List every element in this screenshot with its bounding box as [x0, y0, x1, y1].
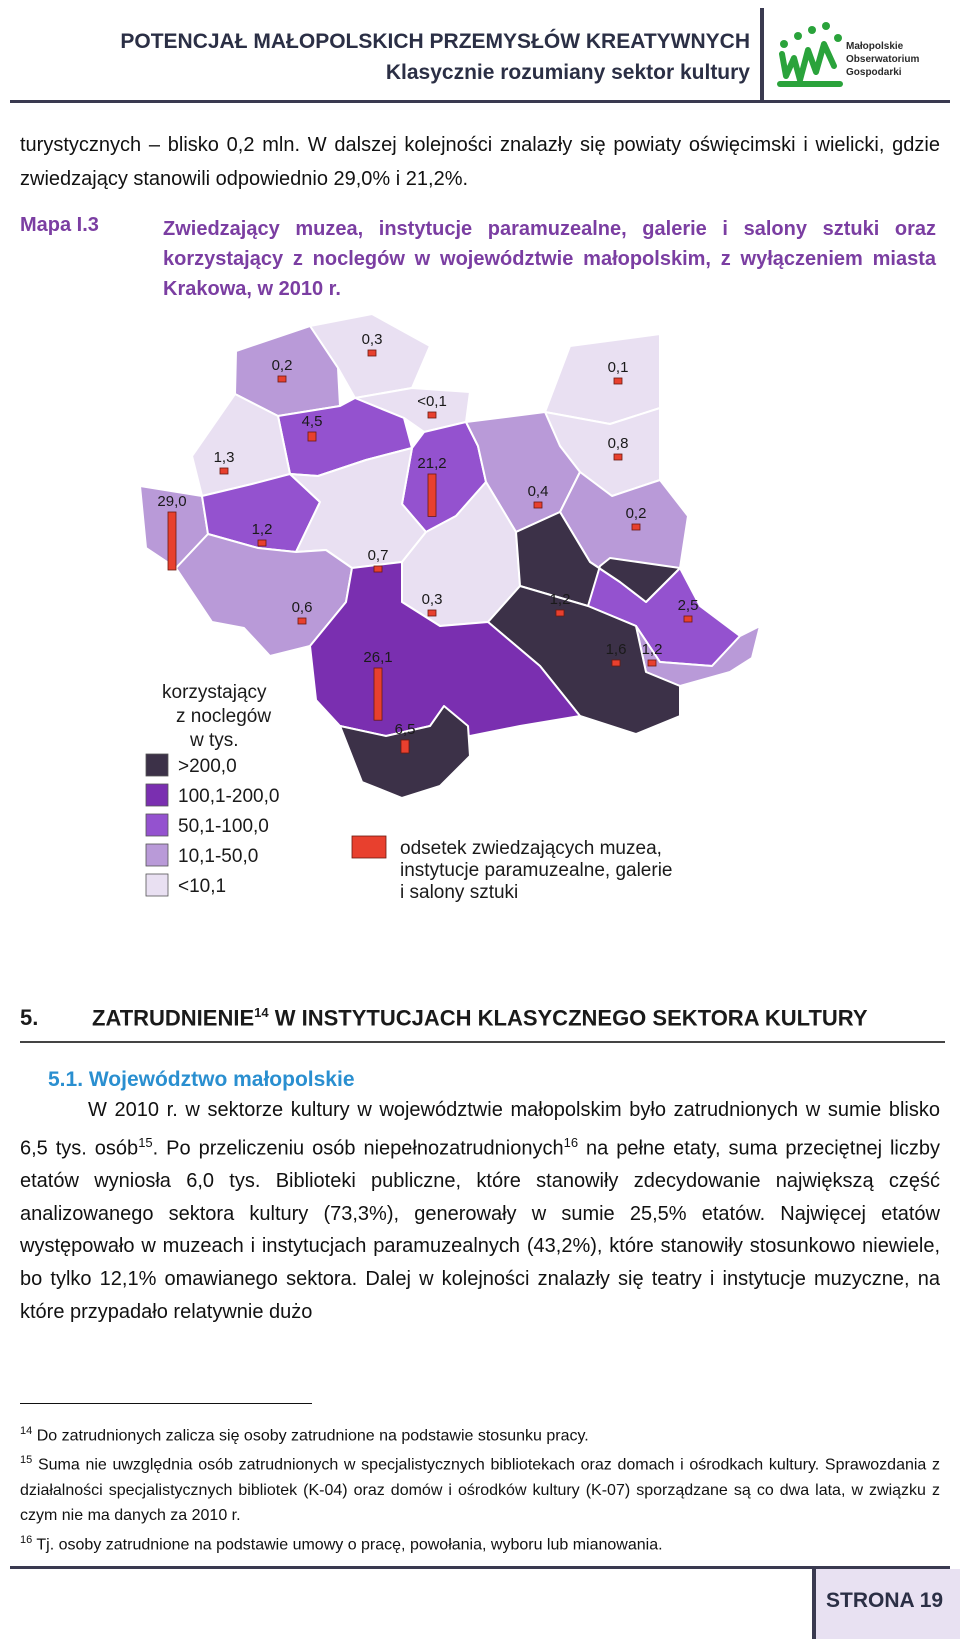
main-paragraph — [20, 1094, 940, 1329]
footnote-ref-15[interactable]: 15 — [138, 1134, 153, 1150]
main-paragraph-part3: na pełne etaty, suma przeciętnej liczby etatów wyniosła 6,0 tys. Biblioteki publiczne, które stanowiły zdecydowanie największą część analizowanego sektora kultury (73,3%), generowały w sumie 25,5% etatów. Najwięcej etatów występowało w muzeach i instytucjach paramuzealnych (43,2%), które stanowiły stosunkowo niewiele, bo tylko 12,1% omawianego sektora. Dalej w kolejności znalazły się teatry i instytucje muzyczne, na które przypadało relatywnie dużo — [20, 1137, 940, 1323]
header-title-line1: POTENCJAŁ MAŁOPOLSKICH PRZEMYSŁÓW KREATYWNYCH — [120, 30, 750, 53]
map-caption-label: Mapa I.3 — [20, 214, 99, 236]
footnote-text: Tj. osoby zatrudnione na podstawie umowy o pracę, powołania, wyboru lub mianowania. — [36, 1535, 663, 1553]
footnote-ref-14[interactable]: 14 — [254, 1005, 269, 1020]
share-bar — [168, 512, 176, 570]
region-value-label: 0,4 — [527, 483, 549, 500]
footnote-ref-16[interactable]: 16 — [563, 1134, 579, 1150]
mog-logo — [776, 14, 956, 96]
legend-swatch — [146, 874, 168, 896]
share-bar — [374, 668, 382, 720]
share-bar — [648, 660, 656, 666]
header-divider — [10, 100, 950, 103]
region-value-label: 1,2 — [549, 591, 571, 608]
section-title-part1: ZATRUDNIENIE — [92, 1005, 255, 1031]
share-bar — [428, 412, 436, 418]
share-bar — [220, 468, 228, 474]
region-value-label: 0,2 — [271, 357, 293, 374]
section-title — [92, 1005, 868, 1031]
region-value-label: 21,2 — [417, 455, 447, 472]
legend-swatch — [146, 754, 168, 776]
map-region — [545, 334, 660, 424]
logo-text-line3: Gospodarki — [846, 67, 902, 78]
section-title-part2: W INSTYTUCJACH KLASYCZNEGO SEKTORA KULTURY — [268, 1005, 868, 1031]
footnotes — [20, 1419, 940, 1557]
region-value-label: 0,3 — [361, 331, 383, 348]
footnote-16 — [20, 1528, 940, 1557]
share-bar — [632, 524, 640, 530]
region-value-label: 1,2 — [251, 521, 273, 538]
region-value-label: 0,2 — [625, 505, 647, 522]
region-value-label: 6,5 — [394, 721, 416, 738]
share-bar — [298, 618, 306, 624]
region-value-label: 1,3 — [213, 449, 235, 466]
region-value-label: 0,7 — [367, 547, 389, 564]
share-bar — [401, 740, 409, 753]
footnote-text: Do zatrudnionych zalicza się osoby zatrudnione na podstawie stosunku pracy. — [36, 1427, 589, 1445]
legend-swatch — [146, 844, 168, 866]
share-bar — [258, 540, 266, 546]
header-title — [120, 26, 750, 88]
share-bar — [308, 432, 316, 441]
footnote-number: 15 — [20, 1454, 33, 1467]
legend-item-label: 100,1-200,0 — [178, 786, 280, 807]
logo-text-line1: Małopolskie — [846, 41, 904, 52]
legend-swatch — [146, 814, 168, 836]
footnote-number: 16 — [20, 1533, 33, 1546]
map-caption-text: Zwiedzający muzea, instytucje paramuzealne, galerie i salony sztuki oraz korzystający z noclegów w województwie małopolskim, z wyłączeniem miasta Krakowa, w 2010 r. — [163, 218, 936, 300]
header-title-line2: Klasycznie rozumiany sektor kultury — [385, 61, 750, 84]
header-divider-vertical — [760, 8, 764, 100]
region-value-label: 1,2 — [641, 641, 663, 658]
share-bar — [614, 454, 622, 460]
legend-item-label: <10,1 — [178, 876, 227, 897]
share-bar — [428, 610, 436, 616]
footnote-number: 14 — [20, 1425, 33, 1437]
footnote-14 — [20, 1419, 940, 1448]
region-value-label: 0,6 — [291, 599, 313, 616]
intro-paragraph: turystycznych – blisko 0,2 mln. W dalszej kolejności znalazły się powiaty oświęcimski i wielicki, gdzie zwiedzający stanowili odpowiednio 29,0% i 21,2%. — [20, 134, 940, 190]
region-value-label: 2,5 — [677, 597, 699, 614]
share-bar — [428, 474, 436, 516]
section-number: 5. — [20, 1005, 39, 1030]
legend-item-label: 50,1-100,0 — [178, 816, 269, 837]
share-bar — [374, 566, 382, 572]
share-bar — [534, 502, 542, 508]
legend-item-label: 10,1-50,0 — [178, 846, 259, 867]
logo-figures-icon — [776, 14, 846, 96]
bar-legend-line: instytucje paramuzealne, galerie — [400, 860, 673, 881]
legend-title-line: z noclegów — [176, 706, 272, 727]
region-value-label: <0,1 — [417, 393, 447, 410]
legend-title-line: w tys. — [190, 730, 239, 751]
page-header — [0, 0, 960, 104]
footnote-15 — [20, 1448, 940, 1527]
logo-text — [846, 40, 919, 79]
bar-legend-line: odsetek zwiedzających muzea, — [400, 838, 662, 859]
legend-item-label: >200,0 — [178, 756, 237, 777]
bar-legend-line: i salony sztuki — [400, 882, 519, 903]
logo-text-line2: Obserwatorium — [846, 54, 920, 65]
share-bar — [614, 378, 622, 384]
region-value-label: 1,6 — [605, 641, 627, 658]
page-number: STRONA 19 — [826, 1589, 944, 1612]
map-svg — [140, 306, 800, 956]
share-bar — [612, 660, 620, 666]
main-paragraph-part1: W 2010 r. w sektorze kultury w województwie małopolskim było zatrudnionych w sumie blisko 6,5 tys. osób — [20, 1099, 940, 1160]
region-value-label: 0,3 — [421, 591, 443, 608]
region-value-label: 4,5 — [301, 413, 323, 430]
section-rule — [20, 1041, 945, 1043]
share-bar — [368, 350, 376, 356]
region-value-label: 26,1 — [363, 649, 393, 666]
share-bar — [556, 610, 564, 616]
region-value-label: 29,0 — [157, 493, 187, 510]
footnote-text: Suma nie uwzględnia osób zatrudnionych w specjalistycznych bibliotekach oraz domach i ośrodkach kultury. Sprawozdania z działalności specjalistycznych bibliotek (K-04) oraz domów i ośrodków kultury (K-07) sporządzane są co dwa lata, w związku z czym nie ma danych za 2010 r. — [20, 1456, 941, 1524]
legend-swatch — [146, 784, 168, 806]
main-paragraph-part2: . Po przeliczeniu osób niepełnozatrudnionych — [152, 1137, 564, 1160]
subsection-heading: 5.1. Województwo małopolskie — [48, 1068, 355, 1091]
footnote-separator — [20, 1403, 312, 1404]
region-value-label: 0,8 — [607, 435, 629, 452]
bar-legend-swatch — [352, 836, 386, 858]
choropleth-map — [140, 306, 800, 956]
region-value-label: 0,1 — [607, 359, 629, 376]
share-bar — [278, 376, 286, 382]
share-bar — [684, 616, 692, 622]
footer-divider — [10, 1566, 950, 1569]
legend-title-line: korzystający — [162, 682, 267, 703]
